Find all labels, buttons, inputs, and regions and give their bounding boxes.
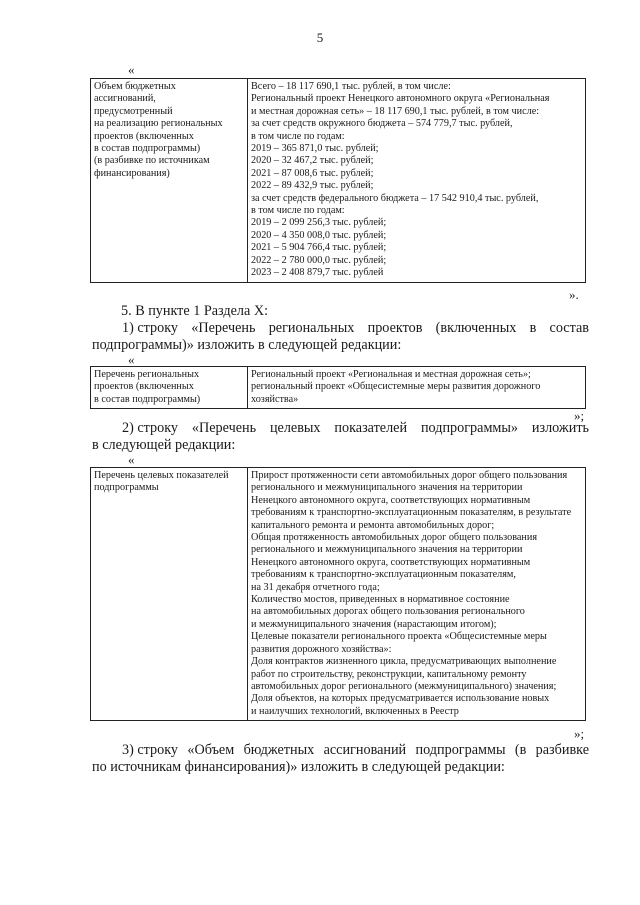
text-line: Общая протяженность автомобильных дорог общего пользования (251, 532, 538, 544)
table-value-cell (248, 367, 586, 409)
text-line: в том числе по годам: (251, 130, 345, 142)
text-line: Доля объектов, на которых предусматривается использование новых (251, 693, 550, 705)
text-line: проектов (включенных (94, 381, 194, 393)
word: в (529, 320, 537, 336)
text-line: Объем бюджетных (94, 81, 176, 92)
text-line: и местная дорожная сеть» – 18 117 690,1 тыс. рублей, в том числе: (251, 105, 540, 117)
text-line: на реализацию региональных (94, 118, 223, 130)
regional-projects-table (90, 366, 586, 409)
text-line: 2019 – 2 099 256,3 тыс. рублей; (251, 217, 387, 229)
text-line: проектов (включенных (94, 130, 194, 142)
cell-text (251, 470, 582, 718)
text-line: и наилучших технологий, включенных в Реестр (251, 705, 459, 717)
text-line: за счет средств окружного бюджета – 574 779,7 тыс. рублей, (251, 118, 513, 130)
text-line: Прирост протяженности сети автомобильных дорог общего пользования (251, 470, 568, 481)
text-line: Целевые показатели регионального проекта «Общесистемные меры (251, 631, 547, 643)
word: состав (549, 320, 589, 336)
text-line: 2023 – 2 408 879,7 тыс. рублей (251, 267, 384, 279)
text-line: 2022 – 89 432,9 тыс. рублей; (251, 180, 374, 192)
word: подпрограммы (415, 742, 506, 758)
text-line: в том числе по годам: (251, 205, 345, 217)
word: (включенных (435, 320, 517, 336)
item-3-paragraph (92, 742, 589, 776)
word: «Перечень (191, 420, 257, 436)
word: 2) строку (122, 420, 179, 436)
text-line: на автомобильных дорогах общего пользования регионального (251, 606, 525, 618)
text-line: в состав подпрограммы) (94, 143, 201, 155)
closing-quote-2: »; (574, 408, 585, 423)
text-line: Ненецкого автономного округа, соответствующих нормативным (251, 494, 531, 506)
text-line: 2021 – 5 904 766,4 тыс. рублей; (251, 242, 387, 254)
table-label-cell (91, 367, 248, 409)
text-line: 2022 – 2 780 000,0 тыс. рублей; (251, 254, 387, 266)
closing-quote-1: ». (569, 287, 579, 302)
budget-allocations-table (90, 78, 586, 283)
opening-quote-3: « (128, 452, 135, 467)
cell-text (94, 470, 244, 495)
text-line: 2020 – 4 350 008,0 тыс. рублей; (251, 229, 387, 241)
text-line: (в разбивке по источникам (94, 155, 210, 167)
table-value-cell (248, 79, 586, 283)
text-line: ассигнований, (94, 93, 156, 105)
word: бюджетных (243, 742, 315, 758)
text-line: 2019 – 365 871,0 тыс. рублей; (251, 143, 379, 155)
text-line: предусмотренный (94, 105, 173, 117)
word: 3) строку (122, 742, 179, 758)
justified-line (92, 420, 589, 437)
text-line: Региональный проект Ненецкого автономного округа «Региональная (251, 93, 550, 105)
word: проектов (367, 320, 423, 336)
item-2-line-2: в следующей редакции: (92, 437, 236, 453)
text-line: капитального ремонта и ремонта автомобильных дорог; (251, 519, 495, 531)
text-line: финансирования) (94, 167, 170, 179)
table-label-cell (91, 468, 248, 721)
justified-line (92, 320, 589, 337)
text-line: за счет средств федерального бюджета – 17 542 910,4 тыс. рублей, (251, 192, 539, 204)
text-line: требованиям к транспортно-эксплуатационным показателям, в результате (251, 507, 572, 519)
text-line: Перечень региональных (94, 369, 200, 380)
text-line: Всего – 18 117 690,1 тыс. рублей, в том числе: (251, 81, 451, 92)
text-line: и межмуниципального значения (нарастающим итогом); (251, 618, 497, 630)
text-line: региональный проект «Общесистемные меры развития дорожного (251, 381, 541, 393)
text-line: подпрограммы (94, 482, 159, 494)
text-line: требованиям к транспортно-эксплуатационным показателям, (251, 569, 516, 581)
word: разбивке (535, 742, 589, 758)
text-line: работ по строительству, реконструкции, капитальному ремонту (251, 668, 527, 680)
text-line: в состав подпрограммы) (94, 393, 201, 405)
word: 1) строку (122, 320, 179, 336)
section-heading: 5. В пункте 1 Раздела Х: (121, 303, 269, 319)
text-line: на 31 декабря отчетного года; (251, 581, 380, 593)
word: изложить (531, 420, 589, 436)
word: ассигнований (323, 742, 407, 758)
word: (в (514, 742, 527, 758)
text-line: автомобильных дорог регионального (межмуниципального) значения; (251, 680, 557, 692)
opening-quote-2: « (128, 352, 135, 367)
table-row (91, 79, 586, 283)
table-row (91, 468, 586, 721)
word: «Перечень (191, 320, 256, 336)
word: «Объем (187, 742, 235, 758)
opening-quote-1: « (128, 62, 135, 77)
item-1-paragraph (92, 320, 589, 354)
cell-text (251, 369, 582, 406)
text-line: Ненецкого автономного округа, соответствующих нормативным (251, 556, 531, 568)
item-3-line-2: по источникам финансирования)» изложить в следующей редакции: (92, 759, 505, 775)
cell-text (94, 369, 244, 406)
table-label-cell (91, 79, 248, 283)
text-line: Региональный проект «Региональная и местная дорожная сеть»; (251, 369, 531, 380)
cell-text (94, 81, 244, 180)
text-line: развития дорожного хозяйства»: (251, 643, 392, 655)
closing-quote-3: »; (574, 726, 585, 741)
word: показателей (334, 420, 408, 436)
word: региональных (268, 320, 355, 336)
text-line: Количество мостов, приведенных в нормативное состояние (251, 594, 510, 606)
text-line: регионального и межмуниципального значения на территории (251, 544, 523, 556)
text-line: хозяйства» (251, 393, 299, 405)
text-line: регионального и межмуниципального значения на территории (251, 482, 523, 494)
target-indicators-table (90, 467, 586, 721)
cell-text (251, 81, 582, 280)
justified-line (92, 742, 589, 759)
table-row (91, 367, 586, 409)
text-line: Перечень целевых показателей (94, 470, 229, 481)
table-value-cell (248, 468, 586, 721)
item-2-paragraph (92, 420, 589, 454)
item-1-line-2: подпрограммы)» изложить в следующей редакции: (92, 337, 402, 353)
text-line: 2020 – 32 467,2 тыс. рублей; (251, 155, 374, 167)
text-line: 2021 – 87 008,6 тыс. рублей; (251, 167, 374, 179)
page-number: 5 (316, 30, 324, 45)
text-line: Доля контрактов жизненного цикла, предусматривающих выполнение (251, 656, 557, 668)
word: целевых (269, 420, 321, 436)
word: подпрограммы» (420, 420, 519, 436)
